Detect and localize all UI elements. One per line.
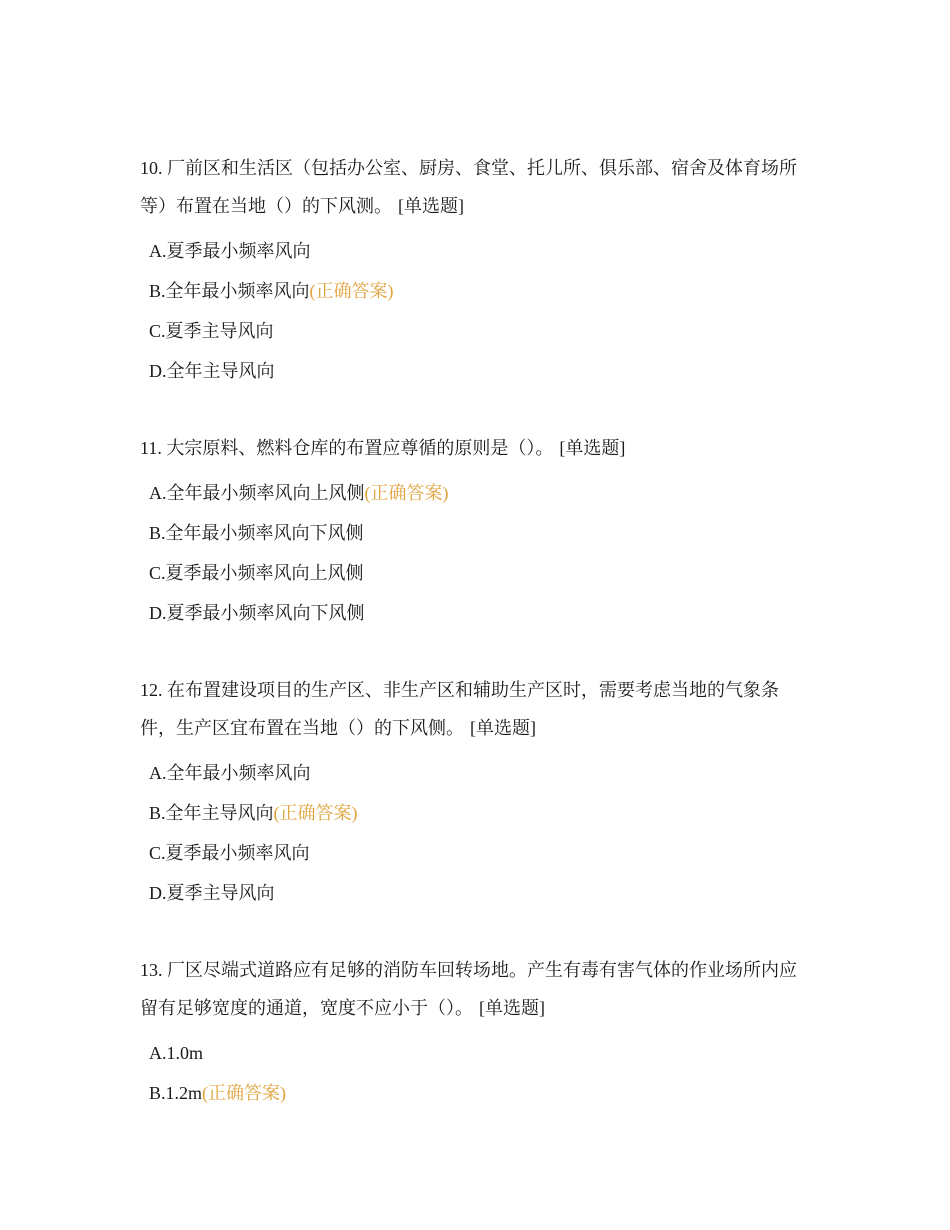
question-type-tag: [单选题]	[398, 196, 464, 216]
option-d[interactable]	[149, 873, 810, 913]
option-text: 全年主导风向	[166, 361, 275, 381]
option-c[interactable]	[149, 553, 810, 593]
option-a[interactable]	[149, 231, 810, 271]
option-text: 全年最小频率风向上风侧	[166, 483, 365, 503]
question-11	[140, 429, 810, 633]
option-text: 全年最小频率风向	[166, 763, 311, 783]
option-d[interactable]	[149, 351, 810, 391]
option-b[interactable]	[149, 513, 810, 553]
question-stem	[140, 951, 810, 1027]
correct-answer-marker: (正确答案)	[309, 281, 394, 301]
question-13	[140, 951, 810, 1113]
option-letter: B.	[149, 803, 166, 823]
option-letter: B.	[149, 1083, 166, 1103]
option-text: 夏季主导风向	[166, 883, 275, 903]
option-letter: C.	[149, 843, 166, 863]
option-a[interactable]	[149, 1033, 810, 1073]
option-c[interactable]	[149, 311, 810, 351]
option-letter: B.	[149, 281, 166, 301]
option-b[interactable]	[149, 271, 810, 311]
option-text: 全年主导风向	[165, 803, 274, 823]
option-letter: C.	[149, 563, 166, 583]
question-text: 厂前区和生活区（包括办公室、厨房、食堂、托儿所、俱乐部、宿舍及体育场所等）布置在当地（）的下风测。	[140, 158, 797, 216]
option-text: 夏季最小频率风向下风侧	[166, 603, 365, 623]
question-text: 厂区尽端式道路应有足够的消防车回转场地。产生有毒有害气体的作业场所内应留有足够宽度的通道，宽度不应小于（）。	[140, 960, 797, 1018]
option-letter: A.	[149, 763, 167, 783]
question-12	[140, 671, 810, 913]
option-letter: A.	[149, 483, 167, 503]
correct-answer-marker: (正确答案)	[202, 1083, 287, 1103]
question-stem	[140, 149, 810, 225]
option-letter: D.	[149, 883, 167, 903]
option-b[interactable]	[149, 1073, 810, 1113]
question-stem	[140, 671, 810, 747]
option-text: 全年最小频率风向	[165, 281, 310, 301]
option-list	[140, 473, 810, 633]
option-a[interactable]	[149, 473, 810, 513]
option-a[interactable]	[149, 753, 810, 793]
option-b[interactable]	[149, 793, 810, 833]
option-text: 1.0m	[166, 1043, 204, 1063]
option-text: 夏季主导风向	[165, 321, 274, 341]
option-text: 1.2m	[165, 1083, 203, 1103]
option-letter: D.	[149, 361, 167, 381]
option-list	[140, 753, 810, 913]
question-stem	[140, 429, 810, 467]
question-number: 11.	[140, 438, 162, 458]
option-text: 夏季最小频率风向	[165, 843, 310, 863]
option-c[interactable]	[149, 833, 810, 873]
question-type-tag: [单选题]	[470, 718, 536, 738]
option-letter: B.	[149, 523, 166, 543]
question-type-tag: [单选题]	[479, 998, 545, 1018]
option-text: 夏季最小频率风向上风侧	[165, 563, 364, 583]
option-list	[140, 231, 810, 391]
correct-answer-marker: (正确答案)	[273, 803, 358, 823]
correct-answer-marker: (正确答案)	[364, 483, 449, 503]
question-number: 13.	[140, 960, 163, 980]
question-type-tag: [单选题]	[559, 438, 626, 458]
option-letter: A.	[149, 241, 167, 261]
question-10	[140, 149, 810, 391]
question-number: 12.	[140, 680, 163, 700]
question-text: 在布置建设项目的生产区、非生产区和辅助生产区时，需要考虑当地的气象条件，生产区宜布置在当地（）的下风侧。	[140, 680, 779, 738]
option-text: 全年最小频率风向下风侧	[165, 523, 364, 543]
question-text: 大宗原料、燃料仓库的布置应尊循的原则是（）。	[166, 438, 554, 458]
option-letter: C.	[149, 321, 166, 341]
option-list	[140, 1033, 810, 1113]
question-number: 10.	[140, 158, 163, 178]
option-d[interactable]	[149, 593, 810, 633]
option-text: 夏季最小频率风向	[166, 241, 311, 261]
option-letter: D.	[149, 603, 167, 623]
option-letter: A.	[149, 1043, 167, 1063]
